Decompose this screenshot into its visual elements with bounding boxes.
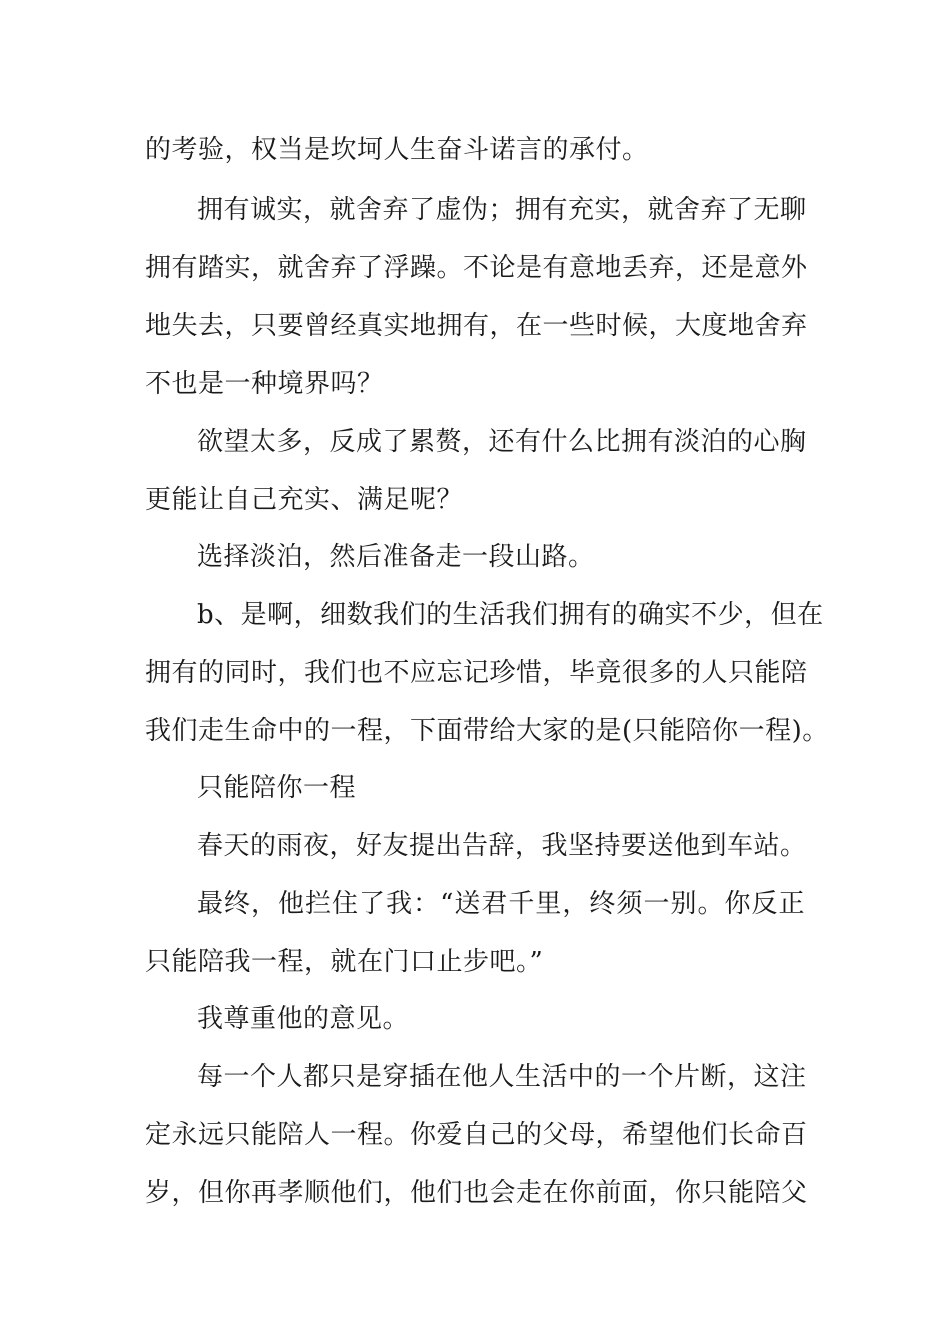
text-line-continuation: 的考验，权当是坎坷人生奋斗诺言的承付。 [145,135,649,165]
text-line: 只能陪我一程，就在门口止步吧。” [145,947,544,977]
text-line: 不也是一种境界吗？ [145,369,384,399]
text-line: 地失去，只要曾经真实地拥有，在一些时候，大度地舍弃 [145,311,808,341]
text-line: 拥有踏实，就舍弃了浮躁。不论是有意地丢弃，还是意外 [145,253,808,283]
paragraph-line-respect: 我尊重他的意见。 [197,1004,410,1034]
text-line: 岁，但你再孝顺他们，他们也会走在你前面，你只能陪父 [145,1178,808,1208]
paragraph-line-spring: 春天的雨夜，好友提出告辞，我坚持要送他到车站。 [197,831,807,861]
paragraph-line-desire: 欲望太多，反成了累赘，还有什么比拥有淡泊的心胸 [197,427,807,457]
paragraph-line-everyone: 每一个人都只是穿插在他人生活中的一个片断，这注 [197,1062,807,1092]
text-line: 更能让自己充实、满足呢？ [145,485,464,515]
paragraph-line-finally: 最终，他拦住了我：“送君千里，终须一别。你反正 [197,889,805,919]
text-line: 拥有的同时，我们也不应忘记珍惜，毕竟很多的人只能陪 [145,658,808,688]
text-line: 定永远只能陪人一程。你爱自己的父母，希望他们长命百 [145,1120,808,1150]
text-line: 我们走生命中的一程，下面带给大家的是(只能陪你一程)。 [145,716,829,746]
paragraph-line-choose: 选择淡泊，然后准备走一段山路。 [197,542,595,572]
section-title: 只能陪你一程 [197,773,357,803]
paragraph-line-b: b、是啊，细数我们的生活我们拥有的确实不少，但在 [197,600,824,630]
paragraph-line-honesty: 拥有诚实，就舍弃了虚伪；拥有充实，就舍弃了无聊 [197,195,807,225]
